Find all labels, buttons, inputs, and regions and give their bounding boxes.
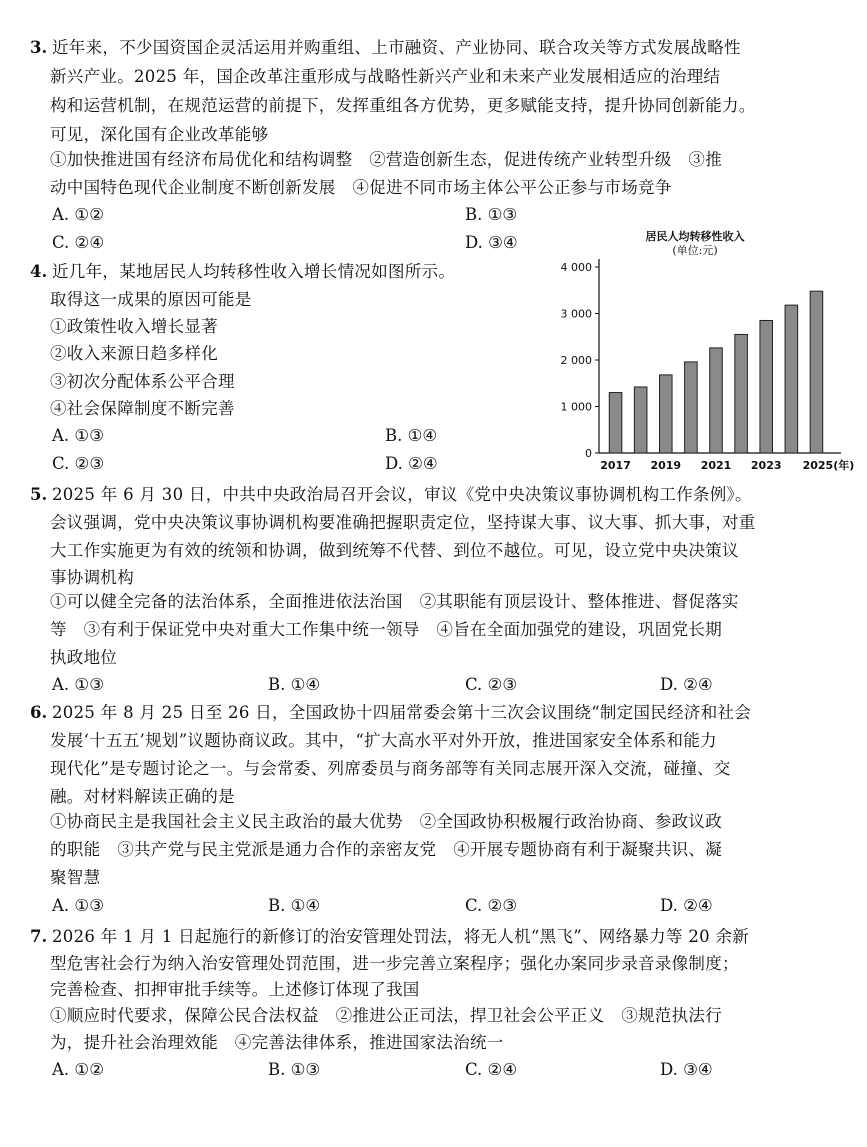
q7-line: 型危害社会行为纳入治安管理处罚范围，进一步完善立案程序；强化办案同步录音录像制度； (50, 954, 739, 973)
q3-option-a[interactable]: A. ①② (52, 205, 104, 224)
q4-statement: ②收入来源日趋多样化 (50, 344, 218, 363)
q3-line: 新兴产业。2025 年，国企改革注重形成与战略性新兴产业和未来产业发展相适应的治理结 (50, 67, 721, 86)
q3-number: 3. (30, 38, 48, 57)
q6-line: 融。对材料解读正确的是 (50, 787, 235, 806)
bar-2017 (609, 393, 622, 453)
q4-line: 取得这一成果的原因可能是 (50, 290, 252, 309)
q6-line: 发展‘十五五’规划”议题协商议政。其中，“扩大高水平对外开放，推进国家安全体系和能力 (50, 731, 717, 750)
q5-line: 事协调机构 (50, 568, 134, 587)
q3-statement-line: 动中国特色现代企业制度不断创新发展 ④促进不同市场主体公平公正参与市场竞争 (50, 178, 672, 197)
q7-line: 2026 年 1 月 1 日起施行的新修订的治安管理处罚法，将无人机“黑飞”、网络暴力等 20 余新 (52, 927, 750, 946)
x-tick-label: 2019 (650, 459, 682, 472)
q6-number: 6. (30, 703, 48, 722)
q5-line: 会议强调，党中央决策议事协调机构要准确把握职责定位，坚持谋大事、议大事、抓大事，对重 (50, 513, 756, 532)
y-tick-label: 3 000 (560, 307, 592, 321)
q5-option-c[interactable]: C. ②③ (465, 675, 518, 694)
q6-statement-line: 聚智慧 (50, 868, 101, 887)
q5-statement-line: 执政地位 (50, 648, 118, 667)
q5-option-b[interactable]: B. ①④ (268, 675, 321, 694)
y-tick-label: 2 000 (560, 354, 592, 367)
x-tick-label: 2025(年) (802, 459, 855, 472)
q3-option-c[interactable]: C. ②④ (52, 233, 105, 252)
bar-2025 (810, 291, 823, 453)
q5-statement-line: 等 ③有利于保证党中央对重大工作集中统一领导 ④旨在全面加强党的建设，巩固党长期 (50, 620, 722, 639)
bar-2022 (735, 334, 748, 453)
q4-statement: ③初次分配体系公平合理 (50, 372, 235, 391)
q4-option-d[interactable]: D. ②④ (385, 454, 438, 473)
q7-line: 完善检查、扣押审批手续等。上述修订体现了我国 (50, 980, 420, 999)
q4-option-c[interactable]: C. ②③ (52, 454, 105, 473)
q3-line: 近年来，不少国资国企灵活运用并购重组、上市融资、产业协同、联合攻关等方式发展战略性 (52, 38, 741, 57)
x-tick-label: 2021 (700, 459, 732, 472)
q4-option-b[interactable]: B. ①④ (385, 426, 438, 445)
bar-2020 (685, 362, 698, 453)
chart-subtitle: (单位:元) (672, 244, 718, 257)
q5-option-d[interactable]: D. ②④ (660, 675, 713, 694)
q7-option-c[interactable]: C. ②④ (465, 1060, 518, 1079)
q7-statement-line: ①顺应时代要求，保障公民合法权益 ②推进公正司法，捍卫社会公平正义 ③规范执法行 (50, 1006, 722, 1025)
q6-line: 现代化”是专题讨论之一。与会常委、列席委员与商务部等有关同志展开深入交流，碰撞、交 (50, 759, 731, 778)
q6-option-a[interactable]: A. ①③ (52, 896, 104, 915)
q3-option-b[interactable]: B. ①③ (465, 205, 518, 224)
q7-option-b[interactable]: B. ①③ (268, 1060, 321, 1079)
q6-statement-line: 的职能 ③共产党与民主党派是通力合作的亲密友党 ④开展专题协商有利于凝聚共识、凝 (50, 840, 722, 859)
chart-title: 居民人均转移性收入 (645, 230, 745, 243)
q4-option-a[interactable]: A. ①③ (52, 426, 104, 445)
bar-2024 (785, 305, 798, 453)
q3-line: 构和运营机制，在规范运营的前提下，发挥重组各方优势，更多赋能支持，提升协同创新能力。 (50, 96, 756, 115)
y-tick-label: 0 (585, 447, 592, 460)
q7-number: 7. (30, 927, 48, 946)
q6-option-d[interactable]: D. ②④ (660, 896, 713, 915)
y-tick-label: 1 000 (560, 400, 592, 414)
q5-line: 2025 年 6 月 30 日，中共中央政治局召开会议，审议《党中央决策议事协调机构工作条例》。 (52, 485, 752, 504)
q6-option-b[interactable]: B. ①④ (268, 896, 321, 915)
bar-2021 (710, 348, 723, 453)
q5-number: 5. (30, 485, 48, 504)
q7-option-d[interactable]: D. ③④ (660, 1060, 713, 1079)
q6-line: 2025 年 8 月 25 日至 26 日，全国政协十四届常委会第十三次会议围绕“制定国民经济和社会 (52, 703, 752, 722)
q5-option-a[interactable]: A. ①③ (52, 675, 104, 694)
q4-line: 近几年，某地居民人均转移性收入增长情况如图所示。 (52, 262, 456, 281)
x-tick-label: 2017 (600, 459, 631, 472)
q7-option-a[interactable]: A. ①② (52, 1060, 104, 1079)
q4-number: 4. (30, 262, 48, 281)
q5-line: 大工作实施更为有效的统领和协调，做到统筹不代替、到位不越位。可见，设立党中央决策议 (50, 541, 739, 560)
bar-2023 (760, 320, 773, 453)
q6-option-c[interactable]: C. ②③ (465, 896, 518, 915)
q5-statement-line: ①可以健全完备的法治体系，全面推进依法治国 ②其职能有顶层设计、整体推进、督促落实 (50, 592, 739, 611)
q4-statement: ①政策性收入增长显著 (50, 317, 218, 336)
bar-chart-svg (545, 228, 855, 478)
x-tick-label: 2023 (750, 459, 782, 472)
q6-statement-line: ①协商民主是我国社会主义民主政治的最大优势 ②全国政协积极履行政治协商、参政议政 (50, 812, 722, 831)
q7-statement-line: 为，提升社会治理效能 ④完善法律体系，推进国家法治统一 (50, 1033, 504, 1052)
q4-statement: ④社会保障制度不断完善 (50, 399, 235, 418)
bar-2019 (660, 375, 673, 453)
y-tick-label: 4 000 (560, 261, 592, 274)
q3-line: 可见，深化国有企业改革能够 (50, 125, 269, 144)
q3-option-d[interactable]: D. ③④ (465, 233, 518, 252)
bar-2018 (634, 387, 647, 453)
income-chart (545, 228, 855, 478)
q3-statement-line: ①加快推进国有经济布局优化和结构调整 ②营造创新生态，促进传统产业转型升级 ③推 (50, 150, 722, 169)
